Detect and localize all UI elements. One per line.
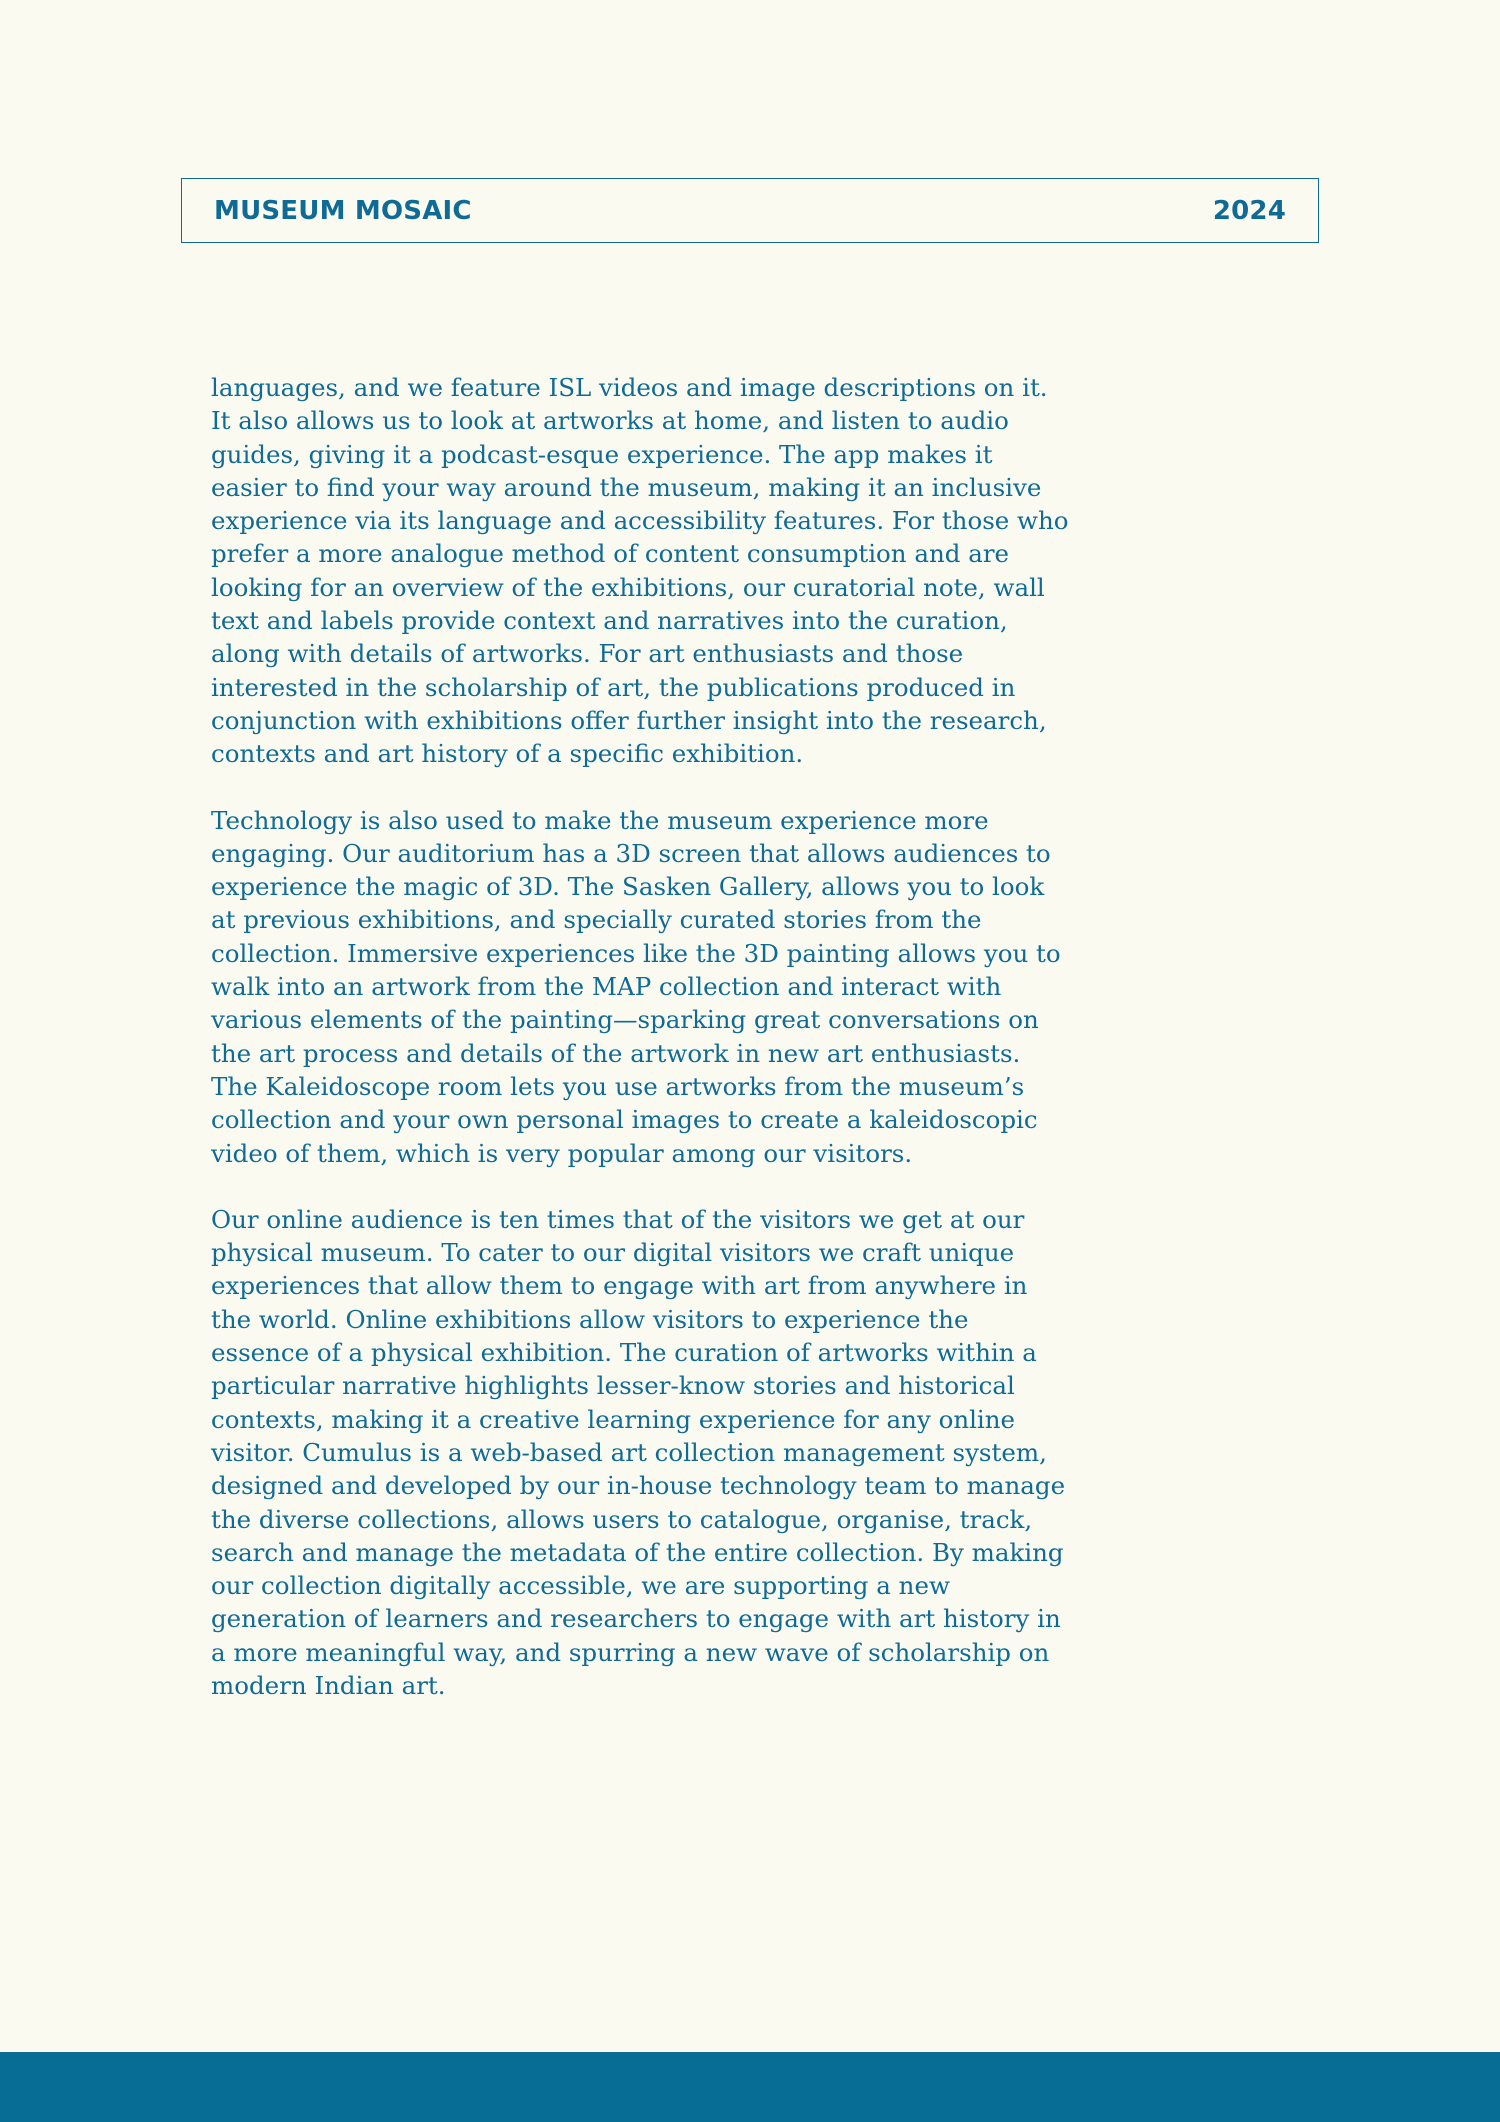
footer-bar — [0, 2052, 1500, 2122]
page-header — [181, 178, 1319, 243]
body-paragraph: languages, and we feature ISL videos and image descriptions on it. It also allows us to look at artworks at home, and listen to audio guides, giving it a podcast-esque experience. The app makes it easier to find your way around the museum, making it an inclusive experience via its language and accessibility features. For those who prefer a more analogue method of content consumption and are looking for an overview of the exhibitions, our curatorial note, wall text and labels provide context and narratives into the curation, along with details of artworks. For art enthusiasts and those interested in the scholarship of art, the publications produced in conjunction with exhibitions offer further insight into the research, contexts and art history of a specific exhibition. — [211, 373, 1069, 769]
body-paragraph: Technology is also used to make the museum experience more engaging. Our auditorium has a 3D screen that allows audiences to experience the magic of 3D. The Sasken Gallery, allows you to look at previous exhibitions, and specially curated stories from the collection. Immersive experiences like the 3D painting allows you to walk into an artwork from the MAP collection and interact with various elements of the painting—sparking great conversations on the art process and details of the artwork in new art enthusiasts. The Kaleidoscope room lets you use artworks from the museum’s collection and your own personal images to create a kaleidoscopic video of them, which is very popular among our visitors. — [211, 805, 1061, 1168]
article-body — [211, 371, 1071, 1735]
publication-year: 2024 — [1212, 195, 1286, 226]
body-paragraph: Our online audience is ten times that of the visitors we get at our physical museum. To cater to our digital visitors we craft unique experiences that allow them to engage with art from anywhere in the world. Online exhibitions allow visitors to experience the essence of a physical exhibition. The curation of artworks within a particular narrative highlights lesser-know stories and historical contexts, making it a creative learning experience for any online visitor. Cumulus is a web-based art collection management system, designed and developed by our in-house technology team to manage the diverse collections, allows users to catalogue, organise, track, search and manage the metadata of the entire collection. By making our collection digitally accessible, we are supporting a new generation of learners and researchers to engage with art history in a more meaningful way, and spurring a new wave of scholarship on modern Indian art. — [211, 1204, 1066, 1700]
publication-title: MUSEUM MOSAIC — [214, 195, 472, 226]
